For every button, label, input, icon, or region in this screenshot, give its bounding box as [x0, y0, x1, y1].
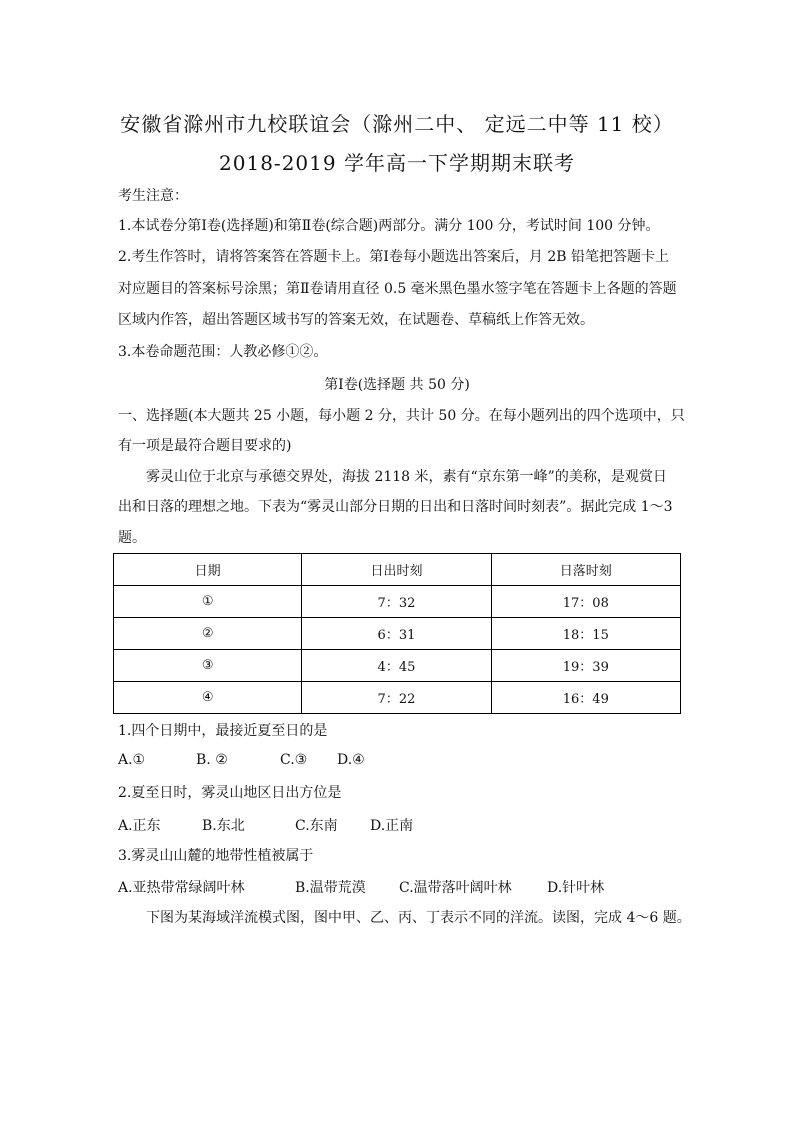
question-3-option-d: D.针叶林: [547, 880, 605, 896]
notice-item-2-line-1: 2.考生作答时，请将答案答在答题卡上。第Ⅰ卷每小题选出答案后，月 2B 铅笔把答题卡上: [118, 249, 669, 265]
question-3-option-a: A.亚热带常绿阔叶林: [118, 880, 245, 896]
exam-title: 安徽省滁州市九校联谊会（滁州二中、 定远二中等 11 校）: [120, 112, 674, 136]
table-cell: ②: [114, 618, 302, 650]
table-header-cell: 日期: [114, 554, 302, 586]
passage-2-line-1: 下图为某海域洋流模式图，图中甲、乙、丙、丁表示不同的洋流。读图，完成 4～6 题。: [146, 910, 691, 926]
table-cell: ①: [114, 586, 302, 618]
table-row: [114, 618, 681, 650]
table-header-cell: 日落时刻: [491, 554, 680, 586]
notice-item-2-line-3: 区域内作答，超出答题区域书写的答案无效，在试题卷、草稿纸上作答无效。: [118, 312, 594, 328]
question-1-option-c: C.③: [280, 752, 308, 768]
table-header-cell: 日出时刻: [302, 554, 491, 586]
question-3-option-c: C.温带落叶阔叶林: [399, 880, 512, 896]
question-2-option-b: B.东北: [202, 818, 245, 834]
notice-item-3: 3.本卷命题范围：人教必修①②。: [118, 344, 328, 360]
question-3-option-b: B.温带荒漠: [295, 880, 366, 896]
table-cell: 6：31: [302, 618, 491, 650]
question-1-stem: 1.四个日期中，最接近夏至日的是: [118, 723, 328, 739]
table-cell: 19：39: [491, 650, 680, 682]
passage-1-line-2: 出和日落的理想之地。下表为“雾灵山部分日期的日出和日落时间时刻表”。据此完成 1～3: [118, 499, 673, 515]
question-1-option-d: D.④: [337, 752, 365, 768]
question-2-stem: 2.夏至日时，雾灵山地区日出方位是: [118, 785, 342, 801]
table-row: [114, 586, 681, 618]
question-2-option-a: A.正东: [118, 818, 161, 834]
table-row: [114, 682, 681, 714]
section-instructions-line-1: 一、选择题(本大题共 25 小题，每小题 2 分，共计 50 分。在每小题列出的四个选项中，只: [118, 408, 685, 424]
question-2-options: [118, 815, 413, 835]
table-cell: 18：15: [491, 618, 680, 650]
table-cell: 16：49: [491, 682, 680, 714]
question-3-stem: 3.雾灵山山麓的地带性植被属于: [118, 848, 314, 864]
table-cell: 4：45: [302, 650, 491, 682]
notice-item-2-line-2: 对应题目的答案标号涂黑；第Ⅱ卷请用直径 0.5 毫米黑色墨水签字笔在答题卡上各题的答题: [118, 281, 677, 297]
table-header-row: [114, 554, 681, 586]
notice-item-1: 1.本试卷分第Ⅰ卷(选择题)和第Ⅱ卷(综合题)两部分。满分 100 分，考试时间 100 分钟。: [118, 218, 660, 234]
question-1-options: [118, 752, 365, 768]
question-1-option-a: A.①: [118, 752, 146, 768]
table-cell: 17：08: [491, 586, 680, 618]
question-1-option-b: B. ②: [196, 752, 228, 768]
table-cell: ④: [114, 682, 302, 714]
exam-subtitle: 2018-2019 学年高一下学期期末联考: [219, 151, 575, 175]
passage-1-line-3: 题。: [118, 530, 146, 546]
sunrise-sunset-table: [113, 553, 681, 714]
section-instructions-line-2: 有一项是最符合题目要求的): [118, 438, 292, 454]
table-cell: 7：22: [302, 682, 491, 714]
passage-1-line-1: 雾灵山位于北京与承德交界处，海拔 2118 米，素有“京东第一峰”的美称，是观赏日: [146, 469, 667, 485]
question-3-options: [118, 877, 604, 897]
section-title: 第Ⅰ卷(选择题 共 50 分): [324, 377, 470, 393]
question-2-option-d: D.正南: [370, 818, 414, 834]
table-cell: 7：32: [302, 586, 491, 618]
question-2-option-c: C.东南: [295, 818, 338, 834]
table-row: [114, 650, 681, 682]
notice-heading: 考生注意：: [118, 188, 188, 204]
table-cell: ③: [114, 650, 302, 682]
